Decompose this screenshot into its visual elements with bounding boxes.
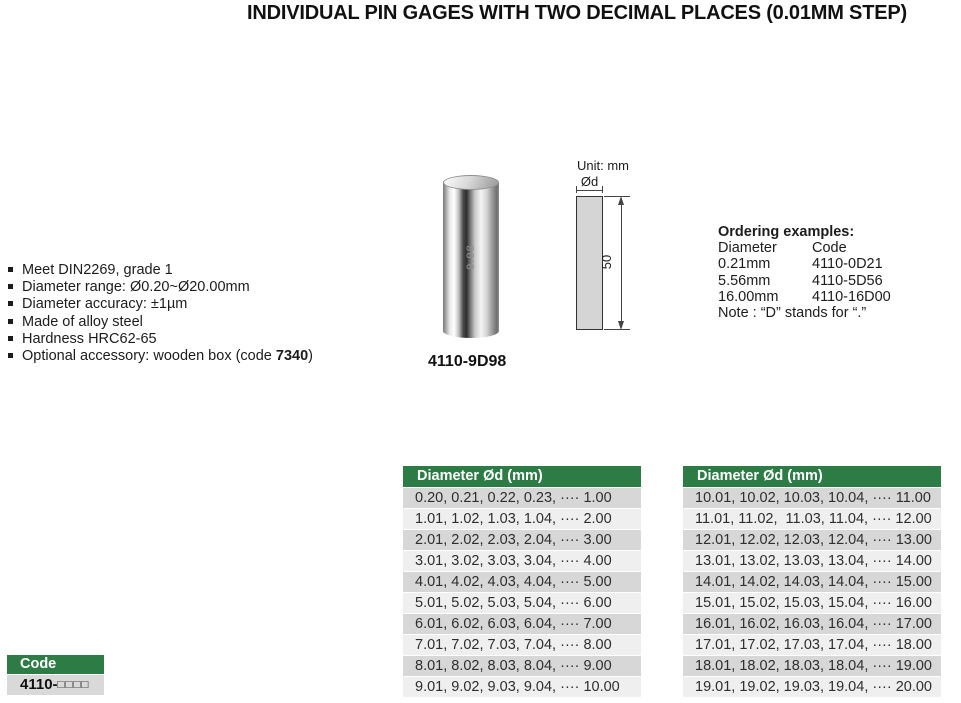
table-row: 8.01, 8.02, 8.03, 8.04, ···· 9.00 [403, 656, 641, 676]
dimension-drawing [560, 155, 650, 345]
product-model-label: 4110-9D98 [428, 353, 507, 370]
table-row: 10.01, 10.02, 10.03, 10.04, ···· 11.00 [683, 488, 941, 508]
ordering-column-headers [718, 240, 891, 256]
unit-label: Unit: mm [577, 158, 629, 173]
ordering-col-diameter: Diameter [718, 240, 777, 257]
ordering-examples [718, 224, 891, 321]
table-row: 18.01, 18.02, 18.03, 18.04, ···· 19.00 [683, 656, 941, 676]
accessory-code: 7340 [275, 348, 309, 365]
table-row: 1.01, 1.02, 1.03, 1.04, ···· 2.00 [403, 509, 641, 529]
ordering-code: 4110-0D21 [812, 256, 883, 273]
pin-gage-photo [443, 175, 499, 338]
table-row: 11.01, 11.02, 11.03, 11.04, ···· 12.00 [683, 509, 941, 529]
feature-text: ) [308, 348, 314, 365]
pin-engraving: 9.98 [465, 243, 477, 270]
arrow-up-icon [618, 196, 624, 205]
feature-item-accessory [8, 348, 313, 365]
table-row: 0.20, 0.21, 0.22, 0.23, ···· 1.00 [403, 488, 641, 508]
length-dim-label: 50 [599, 254, 614, 270]
feature-text: Optional accessory: wooden box (code [22, 348, 276, 365]
ordering-row [718, 289, 891, 305]
page-title: INDIVIDUAL PIN GAGES WITH TWO DECIMAL PLACES (0.01MM STEP) [247, 2, 907, 24]
diameter-table-right [683, 466, 941, 697]
table-row: 13.01, 13.02, 13.03, 13.04, ···· 14.00 [683, 551, 941, 571]
table-row: 7.01, 7.02, 7.03, 7.04, ···· 8.00 [403, 635, 641, 655]
table-row: 19.01, 19.02, 19.03, 19.04, ···· 20.00 [683, 677, 941, 697]
ordering-code: 4110-5D56 [812, 272, 883, 289]
dim-tick [602, 186, 603, 193]
ordering-diameter: 16.00mm [718, 288, 779, 305]
diameter-dim-line [576, 190, 603, 191]
table-row: 14.01, 14.02, 14.03, 14.04, ···· 15.00 [683, 572, 941, 592]
feature-text: Diameter accuracy: ±1µm [22, 296, 188, 313]
table-row: 16.01, 16.02, 16.03, 16.04, ···· 17.00 [683, 614, 941, 634]
pin-top-face [443, 175, 499, 190]
feature-item [8, 279, 313, 296]
table-row: 12.01, 12.02, 12.03, 12.04, ···· 13.00 [683, 530, 941, 550]
bullet-square-icon [8, 301, 13, 306]
table-row: 2.01, 2.02, 2.03, 2.04, ···· 3.00 [403, 530, 641, 550]
diameter-dim-label: Ød [580, 174, 599, 189]
ordering-col-code: Code [812, 240, 847, 257]
table-row: 15.01, 15.02, 15.03, 15.04, ···· 16.00 [683, 593, 941, 613]
dim-tick [576, 186, 577, 193]
ordering-diameter: 5.56mm [718, 272, 771, 289]
table-header: Diameter Ød (mm) [403, 466, 641, 487]
table-row: 9.01, 9.02, 9.03, 9.04, ···· 10.00 [403, 677, 641, 697]
ordering-heading: Ordering examples: [718, 224, 855, 240]
bullet-square-icon [8, 284, 13, 289]
code-box-header: Code [7, 655, 104, 674]
feature-list [8, 262, 313, 365]
bullet-square-icon [8, 353, 13, 358]
extension-line [604, 196, 630, 197]
ordering-row [718, 273, 891, 289]
feature-text: Diameter range: Ø0.20~Ø20.00mm [22, 279, 250, 296]
ordering-note: Note : “D” stands for “.” [718, 305, 867, 322]
table-row: 17.01, 17.02, 17.03, 17.04, ···· 18.00 [683, 635, 941, 655]
feature-item [8, 262, 313, 279]
code-placeholder-squares: □□□□ [57, 679, 90, 691]
diameter-table-left [403, 466, 641, 697]
feature-item [8, 314, 313, 331]
feature-item [8, 331, 313, 348]
arrow-down-icon [618, 321, 624, 330]
table-row: 3.01, 3.02, 3.03, 3.04, ···· 4.00 [403, 551, 641, 571]
bullet-square-icon [8, 267, 13, 272]
table-row: 6.01, 6.02, 6.03, 6.04, ···· 7.00 [403, 614, 641, 634]
ordering-row [718, 256, 891, 272]
table-header: Diameter Ød (mm) [683, 466, 941, 487]
feature-text: Hardness HRC62-65 [22, 330, 157, 347]
order-code-box [7, 655, 104, 695]
length-dim-line [621, 199, 622, 326]
feature-text: Meet DIN2269, grade 1 [22, 262, 173, 278]
code-prefix: 4110- [20, 676, 58, 693]
table-row: 5.01, 5.02, 5.03, 5.04, ···· 6.00 [403, 593, 641, 613]
extension-line [604, 329, 630, 330]
feature-item [8, 296, 313, 313]
table-row: 4.01, 4.02, 4.03, 4.04, ···· 5.00 [403, 572, 641, 592]
ordering-code: 4110-16D00 [812, 288, 891, 305]
bullet-square-icon [8, 336, 13, 341]
feature-text: Made of alloy steel [22, 313, 143, 330]
ordering-diameter: 0.21mm [718, 256, 771, 273]
bullet-square-icon [8, 319, 13, 324]
code-box-value [7, 675, 104, 695]
